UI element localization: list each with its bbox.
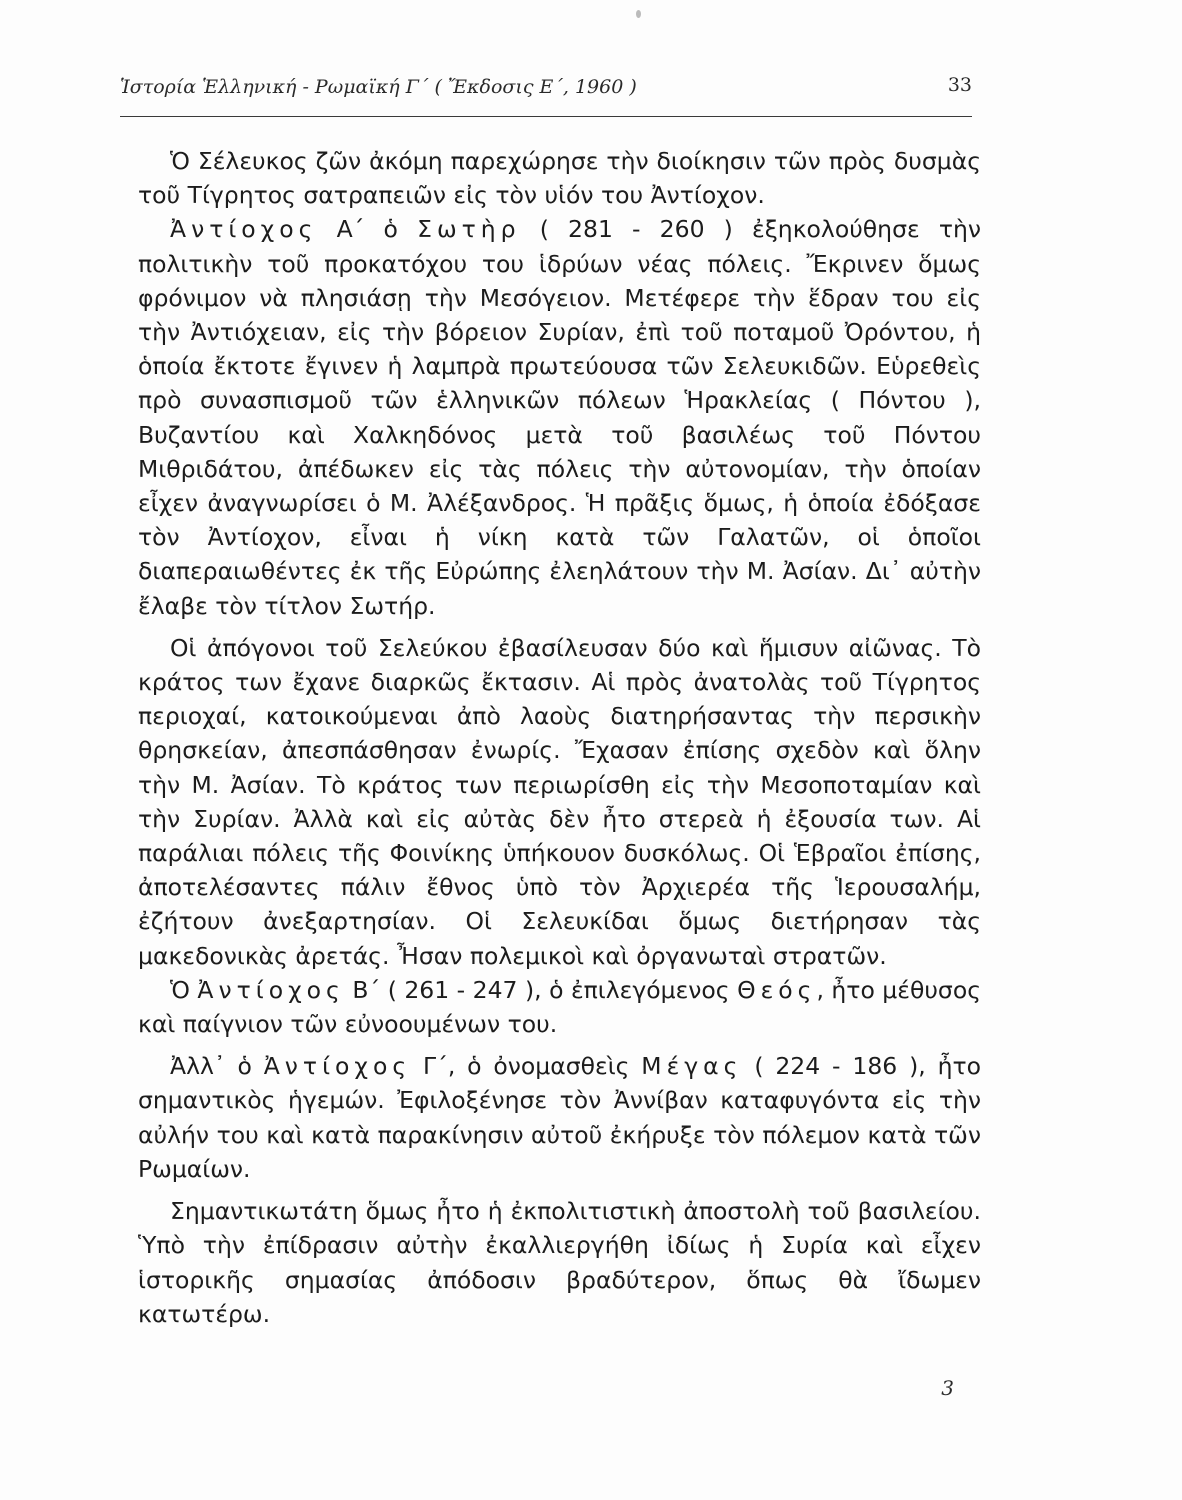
header-rule	[120, 116, 972, 117]
paragraph-4-mid: Β΄ ( 261 - 247 ), ὁ ἐπιλεγόμενος	[344, 975, 738, 1004]
paragraph-4	[138, 973, 981, 1041]
paragraph-5-mid: Γ΄, ὁ ὀνομασθεὶς	[411, 1052, 642, 1081]
paragraph-5-name2: Μέγας	[641, 1052, 743, 1081]
paragraph-3	[138, 631, 981, 973]
body-text	[138, 144, 981, 1331]
paragraph-1	[138, 144, 981, 212]
header-title: Ἱστορία Ἑλληνική - Ρωμαϊκή Γ΄ ( Ἔκδοσις Ε΄, 1960 )	[120, 76, 637, 98]
paragraph-4-pre: Ὁ	[170, 975, 198, 1004]
paragraph-4-name2: Θεός	[737, 975, 817, 1004]
signature-mark: 3	[941, 1376, 954, 1400]
paragraph-5-pre: Ἀλλ᾿ ὁ	[170, 1052, 264, 1081]
paragraph-3-text: Οἱ ἀπόγονοι τοῦ Σελεύκου ἐβασίλευσαν δύο καὶ ἥμισυν αἰῶνας. Τὸ κράτος των ἔχανε διαρκῶς ἔκτασιν. Αἱ πρὸς ἀνατολὰς τοῦ Τίγρητος περιοχαί, κατοικούμεναι ἀπὸ λαοὺς διατηρήσαντας τὴν περσικὴν θρησκείαν, ἀπεσπάσθησαν ἐνωρίς. Ἔχασαν ἐπίσης σχεδὸν καὶ ὅλην τὴν Μ. Ἀσίαν. Τὸ κράτος των περιωρίσθη εἰς τὴν Μεσοποταμίαν καὶ τὴν Συρίαν. Ἀλλὰ καὶ εἰς αὐτὰς δὲν ἦτο στερεὰ ἡ ἐξουσία των. Αἱ παράλιαι πόλεις τῆς Φοινίκης ὑπήκουον δυσκόλως. Οἱ Ἑβραῖοι ἐπίσης, ἀποτελέσαντες πάλιν ἔθνος ὑπὸ τὸν Ἀρχιερέα τῆς Ἱερουσαλήμ, ἐζήτουν ἀνεξαρτησίαν. Οἱ Σελευκίδαι ὅμως διετήρησαν τὰς μακεδονικὰς ἀρετάς. Ἦσαν πολεμικοὶ καὶ ὀργανωταὶ στρατῶν.	[138, 633, 981, 970]
paragraph-4-name1: Ἀντίοχος	[197, 975, 345, 1004]
paragraph-2-rest: ( 281 - 260 ) ἐξηκολούθησε τὴν πολιτικὴν τοῦ προκατόχου του ἱδρύων νέας πόλεις. Ἔκρινεν ὅμως φρόνιμον νὰ πλησιάσῃ τὴν Μεσόγειον. Μετέφερε τὴν ἕδραν του εἰς τὴν Ἀντιόχειαν, εἰς τὴν βόρειον Συρίαν, ἐπὶ τοῦ ποταμοῦ Ὀρόντου, ἡ ὁποία ἔκτοτε ἔγινεν ἡ λαμπρὰ πρωτεύουσα τῶν Σελευκιδῶν. Εὑρεθεὶς πρὸ συνασπισμοῦ τῶν ἑλληνικῶν πόλεων Ἡρακλείας ( Πόντου ), Βυζαντίου καὶ Χαλκηδόνος μετὰ τοῦ βασιλέως τοῦ Πόντου Μιθριδάτου, ἀπέδωκεν εἰς τὰς πόλεις τὴν αὐτονομίαν, τὴν ὁποίαν εἶχεν ἀναγνωρίσει ὁ Μ. Ἀλέξανδρος. Ἡ πρᾶξις ὅμως, ἡ ὁποία ἐδόξασε τὸν Ἀντίοχον, εἶναι ἡ νίκη κατὰ τῶν Γαλατῶν, οἱ ὁποῖοι διαπεραιωθέντες ἐκ τῆς Εὐρώπης ἐλεηλάτουν τὴν Μ. Ἀσίαν. Δι᾿ αὐτὴν ἔλαβε τὸν τίτλον Σωτήρ.	[138, 215, 981, 620]
paragraph-2-name2: Σωτὴρ	[417, 215, 521, 244]
paragraph-4-rest: , ἦτο μέθυσος καὶ παίγνιον τῶν εὐνοουμένων του.	[138, 975, 981, 1039]
running-header	[120, 76, 972, 106]
page-number: 33	[947, 74, 972, 96]
paragraph-6-text: Σημαντικωτάτη ὅμως ἦτο ἡ ἐκπολιτιστικὴ ἀποστολὴ τοῦ βασιλείου. Ὑπὸ τὴν ἐπίδρασιν αὐτὴν ἐκαλλιεργήθη ἰδίως ἡ Συρία καὶ εἶχεν ἱστορικῆς σημασίας ἀπόδοσιν βραδύτερον, ὅπως θὰ ἴδωμεν κατωτέρω.	[138, 1197, 981, 1328]
paragraph-2-title-pre: Α΄ ὁ	[317, 215, 418, 244]
scan-speck	[636, 10, 641, 18]
paragraph-5	[138, 1049, 981, 1186]
paragraph-1-text: Ὁ Σέλευκος ζῶν ἀκόμη παρεχώρησε τὴν διοίκησιν τῶν πρὸς δυσμὰς τοῦ Τίγρητος σατραπειῶν εἰς τὸν υἱόν του Ἀντίοχον.	[138, 147, 981, 210]
paragraph-2-name1: Ἀντίοχος	[170, 215, 318, 244]
paragraph-5-name1: Ἀντίοχος	[263, 1052, 412, 1081]
paragraph-6	[138, 1194, 981, 1331]
paragraph-5-rest: ( 224 - 186 ), ἦτο σημαντικὸς ἡγεμών. Ἐφιλοξένησε τὸν Ἀννίβαν καταφυγόντα εἰς τὴν αὐλήν του καὶ κατὰ παρακίνησιν αὐτοῦ ἐκήρυξε τὸν πόλεμον κατὰ τῶν Ρωμαίων.	[138, 1052, 981, 1183]
paragraph-2	[138, 212, 981, 622]
